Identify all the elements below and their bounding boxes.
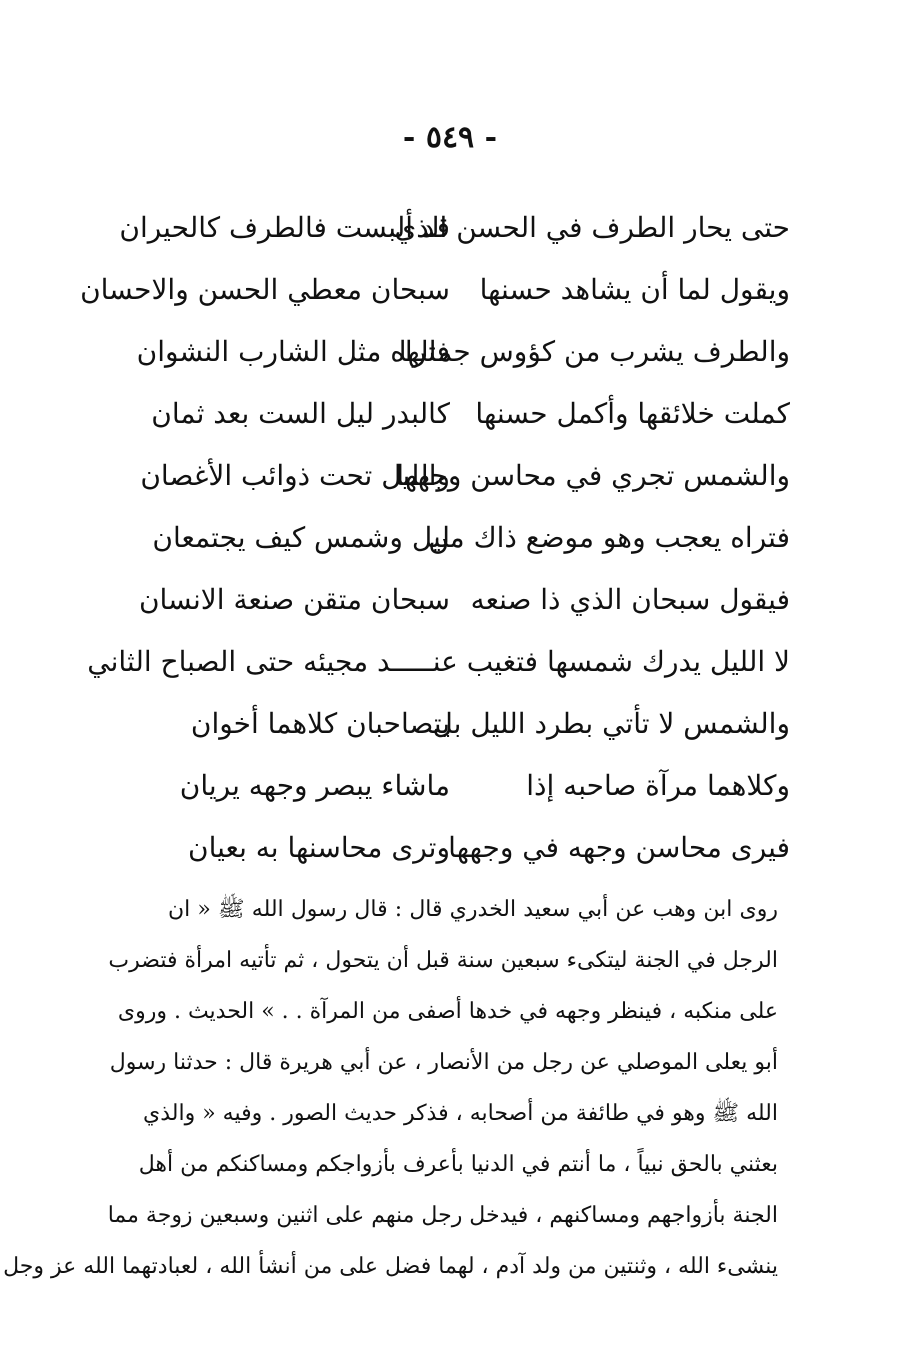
- prose-line: على منكبه ، فينظر وجهه في خدها أصفى من المرآة . . » الحديث . وروى: [117, 999, 778, 1024]
- verse-full: [87, 630, 790, 692]
- prose-line: ينشىء الله ، وثنتين من ولد آدم ، لهما فضل على من أنشأ الله ، لعبادتهما الله عز وجل: [3, 1254, 778, 1279]
- verse-first-hemistich: ويقول لما أن يشاهد حسنها: [479, 272, 790, 306]
- verse: [150, 754, 790, 816]
- verse: [150, 382, 790, 444]
- prose-line: أبو يعلى الموصلي عن رجل من الأنصار ، عن أبي هريرة قال : حدثنا رسول: [109, 1050, 778, 1075]
- verse-first-hemistich: والطرف يشرب من كؤوس جمالها: [398, 334, 790, 368]
- verse: [138, 568, 790, 630]
- verse: [119, 196, 790, 258]
- verse-first-hemistich: والشمس تجري في محاسن وجهها: [396, 458, 790, 492]
- verse-second-hemistich: ليل وشمس كيف يجتمعان: [152, 520, 450, 554]
- verse-first-hemistich: حتى يحار الطرف في الحسن الذي: [394, 210, 790, 244]
- verse-full-text: لا الليل يدرك شمسها فتغيب عنـــــد مجيئه حتى الصباح الثاني: [87, 644, 790, 678]
- verse-second-hemistich: يتصاحبان كلاهما أخوان: [190, 706, 450, 740]
- poem: [80, 196, 790, 878]
- verse-second-hemistich: كالبدر ليل الست بعد ثمان: [151, 396, 450, 430]
- verse: [140, 444, 790, 506]
- prose-line: روى ابن وهب عن أبي سعيد الخدري قال : قال رسول الله ﷺ « ان: [168, 897, 778, 922]
- verse-second-hemistich: سبحان معطي الحسن والاحسان: [80, 272, 450, 306]
- verse-second-hemistich: قد ألبست فالطرف كالحيران: [119, 210, 450, 244]
- verse-second-hemistich: سبحان متقن صنعة الانسان: [138, 582, 450, 616]
- verse-first-hemistich: فتراه يعجب وهو موضع ذاك من: [428, 520, 790, 554]
- verse: [150, 692, 790, 754]
- page-number: - ٥٤٩ -: [402, 120, 498, 155]
- prose-line: الجنة بأزواجهم ومساكنهم ، فيدخل رجل منهم على اثنين وسبعين زوجة مما: [107, 1203, 778, 1228]
- verse-first-hemistich: فيرى محاسن وجهه في وجهها: [448, 830, 790, 864]
- verse-second-hemistich: فتراه مثل الشارب النشوان: [136, 334, 450, 368]
- verse: [150, 816, 790, 878]
- verse-first-hemistich: كملت خلائقها وأكمل حسنها: [475, 396, 790, 430]
- prose-line: الرجل في الجنة ليتكىء سبعين سنة قبل أن يتحول ، ثم تأتيه امرأة فتضرب: [108, 948, 778, 973]
- verse: [150, 506, 790, 568]
- verse-first-hemistich: فيقول سبحان الذي ذا صنعه: [470, 582, 790, 616]
- prose-line: الله ﷺ وهو في طائفة من أصحابه ، فذكر حديث الصور . وفيه « والذي: [143, 1101, 778, 1126]
- prose-paragraph: [3, 884, 778, 1292]
- verse-second-hemistich: وترى محاسنها به بعيان: [188, 830, 450, 864]
- prose-line: بعثني بالحق نبياً ، ما أنتم في الدنيا بأعرف بأزواجكم ومساكنكم من أهل: [138, 1152, 778, 1177]
- verse-second-hemistich: ماشاء يبصر وجهه يريان: [179, 768, 450, 802]
- verse-second-hemistich: والليل تحت ذوائب الأغصان: [140, 458, 450, 492]
- verse: [80, 258, 790, 320]
- verse-first-hemistich: والشمس لا تأتي بطرد الليل بل: [432, 706, 790, 740]
- verse-first-hemistich: وكلاهما مرآة صاحبه إذا: [526, 768, 790, 802]
- verse: [136, 320, 790, 382]
